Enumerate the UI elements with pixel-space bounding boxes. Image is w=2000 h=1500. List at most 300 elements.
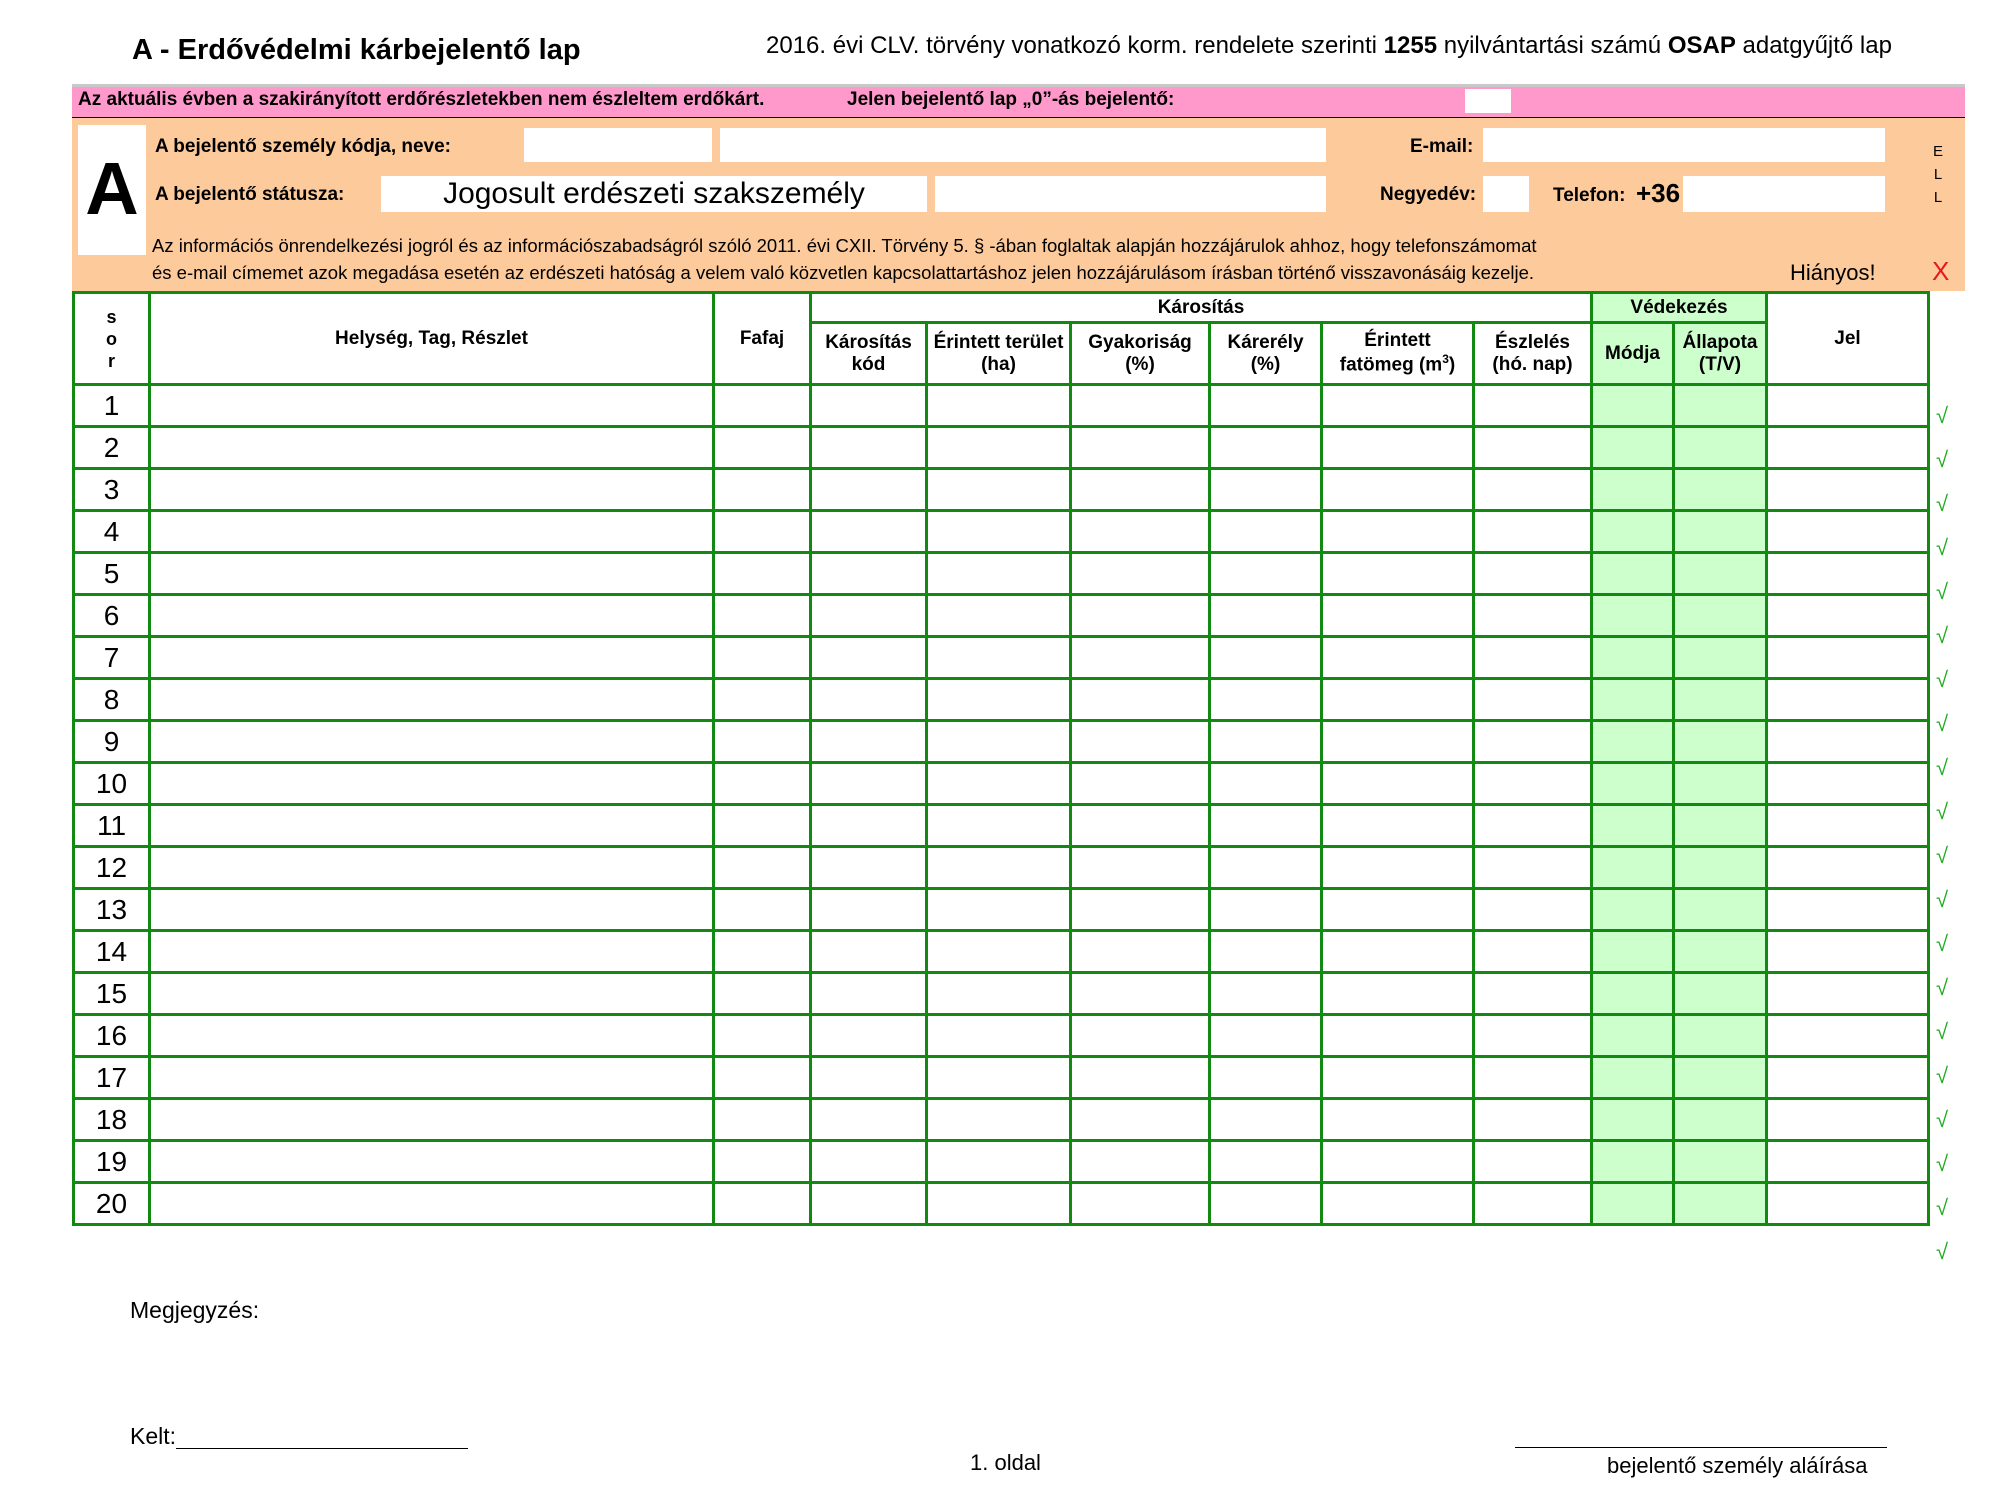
table-row	[74, 847, 1929, 889]
volume-cell[interactable]	[1322, 721, 1474, 763]
row-number: 19	[74, 1141, 150, 1183]
area-cell[interactable]	[927, 1141, 1071, 1183]
species-cell[interactable]	[714, 1057, 811, 1099]
state-cell[interactable]	[1674, 763, 1767, 805]
species-cell[interactable]	[714, 1099, 811, 1141]
volume-cell[interactable]	[1322, 553, 1474, 595]
row-check-icon: √	[1935, 1195, 1949, 1220]
row-check-icon: √	[1935, 887, 1949, 912]
volume-cell[interactable]	[1322, 595, 1474, 637]
state-cell[interactable]	[1674, 1015, 1767, 1057]
table-row	[74, 1183, 1929, 1225]
location-cell[interactable]	[150, 1015, 714, 1057]
severity-cell[interactable]	[1210, 1141, 1322, 1183]
area-cell[interactable]	[927, 847, 1071, 889]
area-cell[interactable]	[927, 469, 1071, 511]
location-cell[interactable]	[150, 679, 714, 721]
mark-cell[interactable]	[1767, 595, 1929, 637]
detection-cell[interactable]	[1474, 763, 1592, 805]
detection-cell[interactable]	[1474, 511, 1592, 553]
email-label: E-mail:	[1410, 136, 1474, 157]
method-cell[interactable]	[1592, 763, 1674, 805]
volume-cell[interactable]	[1322, 511, 1474, 553]
column-header-detection: Észlelés (hó. nap)	[1474, 323, 1592, 385]
remark-label: Megjegyzés:	[130, 1297, 260, 1323]
species-cell[interactable]	[714, 385, 811, 427]
detection-cell[interactable]	[1474, 553, 1592, 595]
damage-code-cell[interactable]	[811, 1183, 927, 1225]
volume-cell[interactable]	[1322, 805, 1474, 847]
area-cell[interactable]	[927, 889, 1071, 931]
state-cell[interactable]	[1674, 1141, 1767, 1183]
row-number: 7	[74, 637, 150, 679]
area-cell[interactable]	[927, 1015, 1071, 1057]
row-check-icon: √	[1935, 491, 1949, 516]
phone-label: Telefon:	[1553, 185, 1626, 206]
damage-code-cell[interactable]	[811, 721, 927, 763]
row-number: 18	[74, 1099, 150, 1141]
damage-code-cell[interactable]	[811, 469, 927, 511]
reporter-name-field[interactable]	[720, 128, 1326, 162]
severity-cell[interactable]	[1210, 385, 1322, 427]
location-cell[interactable]	[150, 1099, 714, 1141]
volume-cell[interactable]	[1322, 847, 1474, 889]
severity-cell[interactable]	[1210, 931, 1322, 973]
mark-cell[interactable]	[1767, 469, 1929, 511]
state-cell[interactable]	[1674, 469, 1767, 511]
area-cell[interactable]	[927, 1099, 1071, 1141]
mark-cell[interactable]	[1767, 1015, 1929, 1057]
detection-cell[interactable]	[1474, 637, 1592, 679]
method-cell[interactable]	[1592, 1015, 1674, 1057]
table-row	[74, 973, 1929, 1015]
method-cell[interactable]	[1592, 553, 1674, 595]
mark-cell[interactable]	[1767, 637, 1929, 679]
damage-code-cell[interactable]	[811, 847, 927, 889]
mark-cell[interactable]	[1767, 385, 1929, 427]
column-group-protection: Védekezés	[1592, 293, 1767, 323]
state-cell[interactable]	[1674, 1057, 1767, 1099]
species-cell[interactable]	[714, 427, 811, 469]
species-cell[interactable]	[714, 1015, 811, 1057]
method-cell[interactable]	[1592, 1141, 1674, 1183]
volume-cell[interactable]	[1322, 427, 1474, 469]
phone-prefix: +36	[1636, 178, 1681, 208]
damage-table	[72, 291, 1930, 1226]
volume-cell[interactable]	[1322, 385, 1474, 427]
reporter-status-field[interactable]: Jogosult erdészeti szakszemély	[381, 176, 927, 212]
frequency-cell[interactable]	[1071, 721, 1210, 763]
area-cell[interactable]	[927, 553, 1071, 595]
species-cell[interactable]	[714, 1141, 811, 1183]
volume-cell[interactable]	[1322, 637, 1474, 679]
method-cell[interactable]	[1592, 511, 1674, 553]
location-cell[interactable]	[150, 595, 714, 637]
damage-code-cell[interactable]	[811, 931, 927, 973]
detection-cell[interactable]	[1474, 469, 1592, 511]
state-cell[interactable]	[1674, 427, 1767, 469]
volume-cell[interactable]	[1322, 469, 1474, 511]
column-header-location: Helység, Tag, Részlet	[150, 293, 714, 385]
location-cell[interactable]	[150, 1057, 714, 1099]
volume-cell[interactable]	[1322, 763, 1474, 805]
mark-cell[interactable]	[1767, 973, 1929, 1015]
species-cell[interactable]	[714, 847, 811, 889]
species-cell[interactable]	[714, 469, 811, 511]
location-cell[interactable]	[150, 721, 714, 763]
table-row	[74, 679, 1929, 721]
mark-cell[interactable]	[1767, 805, 1929, 847]
species-cell[interactable]	[714, 553, 811, 595]
method-cell[interactable]	[1592, 973, 1674, 1015]
detection-cell[interactable]	[1474, 595, 1592, 637]
mark-cell[interactable]	[1767, 1141, 1929, 1183]
area-cell[interactable]	[927, 511, 1071, 553]
location-cell[interactable]	[150, 931, 714, 973]
location-cell[interactable]	[150, 553, 714, 595]
location-cell[interactable]	[150, 1141, 714, 1183]
state-cell[interactable]	[1674, 553, 1767, 595]
area-cell[interactable]	[927, 679, 1071, 721]
table-row	[74, 427, 1929, 469]
volume-cell[interactable]	[1322, 931, 1474, 973]
frequency-cell[interactable]	[1071, 1183, 1210, 1225]
damage-code-cell[interactable]	[811, 553, 927, 595]
row-check-icon: √	[1935, 403, 1949, 428]
detection-cell[interactable]	[1474, 427, 1592, 469]
frequency-cell[interactable]	[1071, 511, 1210, 553]
table-row	[74, 469, 1929, 511]
method-cell[interactable]	[1592, 721, 1674, 763]
row-number: 14	[74, 931, 150, 973]
row-number: 4	[74, 511, 150, 553]
location-cell[interactable]	[150, 427, 714, 469]
state-cell[interactable]	[1674, 889, 1767, 931]
damage-code-cell[interactable]	[811, 385, 927, 427]
area-cell[interactable]	[927, 805, 1071, 847]
table-row	[74, 721, 1929, 763]
column-header-damage-code: Károsítás kód	[811, 323, 927, 385]
severity-cell[interactable]	[1210, 595, 1322, 637]
detection-cell[interactable]	[1474, 973, 1592, 1015]
date-label: Kelt:	[130, 1423, 177, 1449]
detection-cell[interactable]	[1474, 1057, 1592, 1099]
species-cell[interactable]	[714, 595, 811, 637]
frequency-cell[interactable]	[1071, 889, 1210, 931]
row-check-icon: √	[1935, 711, 1949, 736]
detection-cell[interactable]	[1474, 679, 1592, 721]
mark-cell[interactable]	[1767, 1057, 1929, 1099]
column-group-damage: Károsítás	[811, 293, 1592, 323]
row-number: 15	[74, 973, 150, 1015]
method-cell[interactable]	[1592, 847, 1674, 889]
column-header-state: Állapota (T/V)	[1674, 323, 1767, 385]
damage-code-cell[interactable]	[811, 427, 927, 469]
location-cell[interactable]	[150, 889, 714, 931]
detection-cell[interactable]	[1474, 1099, 1592, 1141]
validation-status: Hiányos!	[1790, 260, 1876, 285]
severity-cell[interactable]	[1210, 889, 1322, 931]
validation-error-icon: X	[1932, 256, 1950, 286]
method-cell[interactable]	[1592, 1057, 1674, 1099]
frequency-cell[interactable]	[1071, 1057, 1210, 1099]
volume-cell[interactable]	[1322, 1099, 1474, 1141]
severity-cell[interactable]	[1210, 427, 1322, 469]
damage-code-cell[interactable]	[811, 679, 927, 721]
detection-cell[interactable]	[1474, 721, 1592, 763]
detection-cell[interactable]	[1474, 1015, 1592, 1057]
area-cell[interactable]	[927, 637, 1071, 679]
table-row	[74, 1057, 1929, 1099]
row-check-icon: √	[1935, 535, 1949, 560]
area-cell[interactable]	[927, 427, 1071, 469]
frequency-cell[interactable]	[1071, 847, 1210, 889]
consent-text: Az információs önrendelkezési jogról és az információszabadságról szóló 2011. évi CXII. Törvény 5. § -ában foglaltak alapján hozzájárulok ahhoz, hogy telefonszámomat és e-mail címemet azok megadása esetén az erdészeti hatóság a velem való közvetlen kapcsolattartáshoz jelen hozzájárulásom írásban történő visszavonásáig kezelje.	[152, 235, 1537, 283]
frequency-cell[interactable]	[1071, 637, 1210, 679]
table-row	[74, 889, 1929, 931]
detection-cell[interactable]	[1474, 1183, 1592, 1225]
frequency-cell[interactable]	[1071, 931, 1210, 973]
form-subtitle: 2016. évi CLV. törvény vonatkozó korm. rendelete szerinti 1255 nyilvántartási számú OSAP adatgyűjtő lap	[766, 32, 1892, 59]
row-number: 16	[74, 1015, 150, 1057]
table-row	[74, 637, 1929, 679]
location-cell[interactable]	[150, 805, 714, 847]
mark-cell[interactable]	[1767, 511, 1929, 553]
method-cell[interactable]	[1592, 1099, 1674, 1141]
phone-field[interactable]	[1683, 176, 1885, 212]
severity-cell[interactable]	[1210, 721, 1322, 763]
reporter-status-extra-field[interactable]	[935, 176, 1326, 212]
damage-code-cell[interactable]	[811, 973, 927, 1015]
damage-code-cell[interactable]	[811, 763, 927, 805]
volume-cell[interactable]	[1322, 1015, 1474, 1057]
row-number: 5	[74, 553, 150, 595]
damage-code-cell[interactable]	[811, 889, 927, 931]
mark-cell[interactable]	[1767, 1183, 1929, 1225]
area-cell[interactable]	[927, 1057, 1071, 1099]
state-cell[interactable]	[1674, 721, 1767, 763]
species-cell[interactable]	[714, 763, 811, 805]
frequency-cell[interactable]	[1071, 679, 1210, 721]
row-check-icon: √	[1935, 623, 1949, 648]
row-check-icon: √	[1935, 447, 1949, 472]
row-check-icon: √	[1935, 1019, 1949, 1044]
detection-cell[interactable]	[1474, 385, 1592, 427]
column-header-severity: Kárerély (%)	[1210, 323, 1322, 385]
method-cell[interactable]	[1592, 679, 1674, 721]
method-cell[interactable]	[1592, 427, 1674, 469]
row-number: 13	[74, 889, 150, 931]
method-cell[interactable]	[1592, 931, 1674, 973]
volume-cell[interactable]	[1322, 1141, 1474, 1183]
volume-cell[interactable]	[1322, 1057, 1474, 1099]
table-row	[74, 553, 1929, 595]
column-header-method: Módja	[1592, 323, 1674, 385]
frequency-cell[interactable]	[1071, 553, 1210, 595]
location-cell[interactable]	[150, 469, 714, 511]
species-cell[interactable]	[714, 637, 811, 679]
severity-cell[interactable]	[1210, 973, 1322, 1015]
signature-field[interactable]	[1515, 1447, 1887, 1448]
location-cell[interactable]	[150, 973, 714, 1015]
damage-code-cell[interactable]	[811, 595, 927, 637]
severity-cell[interactable]	[1210, 1183, 1322, 1225]
ell-check-label: E L L	[1932, 143, 1943, 206]
table-row	[74, 1015, 1929, 1057]
state-cell[interactable]	[1674, 847, 1767, 889]
column-header-volume: Érintett fatömeg $(m^3)$	[1322, 323, 1474, 385]
severity-cell[interactable]	[1210, 553, 1322, 595]
area-cell[interactable]	[927, 721, 1071, 763]
row-check-icon: √	[1935, 667, 1949, 692]
mark-cell[interactable]	[1767, 721, 1929, 763]
severity-cell[interactable]	[1210, 1015, 1322, 1057]
location-cell[interactable]	[150, 511, 714, 553]
row-number: 10	[74, 763, 150, 805]
frequency-cell[interactable]	[1071, 763, 1210, 805]
state-cell[interactable]	[1674, 1099, 1767, 1141]
row-check-icon: √	[1935, 931, 1949, 956]
state-cell[interactable]	[1674, 637, 1767, 679]
method-cell[interactable]	[1592, 889, 1674, 931]
column-header-area: Érintett terület (ha)	[927, 323, 1071, 385]
damage-code-cell[interactable]	[811, 637, 927, 679]
volume-cell[interactable]	[1322, 1183, 1474, 1225]
zero-report-field[interactable]	[1465, 89, 1511, 113]
table-row	[74, 931, 1929, 973]
damage-code-cell[interactable]	[811, 1057, 927, 1099]
mark-cell[interactable]	[1767, 1099, 1929, 1141]
frequency-cell[interactable]	[1071, 427, 1210, 469]
state-cell[interactable]	[1674, 385, 1767, 427]
method-cell[interactable]	[1592, 1183, 1674, 1225]
quarter-field[interactable]	[1483, 176, 1529, 212]
location-cell[interactable]	[150, 763, 714, 805]
mark-cell[interactable]	[1767, 553, 1929, 595]
detection-cell[interactable]	[1474, 805, 1592, 847]
location-cell[interactable]	[150, 385, 714, 427]
severity-cell[interactable]	[1210, 805, 1322, 847]
row-check-icon: √	[1935, 1239, 1949, 1264]
state-cell[interactable]	[1674, 1183, 1767, 1225]
date-field[interactable]	[176, 1448, 468, 1449]
mark-cell[interactable]	[1767, 679, 1929, 721]
frequency-cell[interactable]	[1071, 1141, 1210, 1183]
frequency-cell[interactable]	[1071, 595, 1210, 637]
area-cell[interactable]	[927, 763, 1071, 805]
area-cell[interactable]	[927, 1183, 1071, 1225]
state-cell[interactable]	[1674, 973, 1767, 1015]
damage-code-cell[interactable]	[811, 1099, 927, 1141]
form-letter: A	[78, 125, 146, 255]
severity-cell[interactable]	[1210, 511, 1322, 553]
area-cell[interactable]	[927, 595, 1071, 637]
table-row	[74, 511, 1929, 553]
mark-cell[interactable]	[1767, 931, 1929, 973]
damage-code-cell[interactable]	[811, 805, 927, 847]
frequency-cell[interactable]	[1071, 469, 1210, 511]
detection-cell[interactable]	[1474, 931, 1592, 973]
method-cell[interactable]	[1592, 637, 1674, 679]
species-cell[interactable]	[714, 679, 811, 721]
state-cell[interactable]	[1674, 679, 1767, 721]
row-number: 8	[74, 679, 150, 721]
row-number: 1	[74, 385, 150, 427]
severity-cell[interactable]	[1210, 469, 1322, 511]
severity-cell[interactable]	[1210, 637, 1322, 679]
severity-cell[interactable]	[1210, 847, 1322, 889]
reporter-code-field[interactable]	[524, 128, 712, 162]
mark-cell[interactable]	[1767, 763, 1929, 805]
state-cell[interactable]	[1674, 511, 1767, 553]
method-cell[interactable]	[1592, 595, 1674, 637]
frequency-cell[interactable]	[1071, 973, 1210, 1015]
species-cell[interactable]	[714, 931, 811, 973]
row-check-icon: √	[1935, 975, 1949, 1000]
species-cell[interactable]	[714, 973, 811, 1015]
detection-cell[interactable]	[1474, 889, 1592, 931]
frequency-cell[interactable]	[1071, 1015, 1210, 1057]
species-cell[interactable]	[714, 805, 811, 847]
table-row	[74, 1141, 1929, 1183]
species-cell[interactable]	[714, 889, 811, 931]
species-cell[interactable]	[714, 511, 811, 553]
email-field[interactable]	[1483, 128, 1885, 162]
volume-cell[interactable]	[1322, 973, 1474, 1015]
area-cell[interactable]	[927, 973, 1071, 1015]
method-cell[interactable]	[1592, 469, 1674, 511]
reporter-code-name-label: A bejelentő személy kódja, neve:	[155, 136, 452, 157]
damage-code-cell[interactable]	[811, 1015, 927, 1057]
species-cell[interactable]	[714, 1183, 811, 1225]
area-cell[interactable]	[927, 931, 1071, 973]
volume-cell[interactable]	[1322, 679, 1474, 721]
table-row	[74, 595, 1929, 637]
mark-cell[interactable]	[1767, 889, 1929, 931]
detection-cell[interactable]	[1474, 847, 1592, 889]
method-cell[interactable]	[1592, 385, 1674, 427]
severity-cell[interactable]	[1210, 1099, 1322, 1141]
row-number: 9	[74, 721, 150, 763]
location-cell[interactable]	[150, 1183, 714, 1225]
severity-cell[interactable]	[1210, 763, 1322, 805]
method-cell[interactable]	[1592, 805, 1674, 847]
frequency-cell[interactable]	[1071, 805, 1210, 847]
damage-code-cell[interactable]	[811, 1141, 927, 1183]
damage-code-cell[interactable]	[811, 511, 927, 553]
severity-cell[interactable]	[1210, 1057, 1322, 1099]
location-cell[interactable]	[150, 637, 714, 679]
mark-cell[interactable]	[1767, 427, 1929, 469]
column-header-frequency: Gyakoriság (%)	[1071, 323, 1210, 385]
severity-cell[interactable]	[1210, 679, 1322, 721]
species-cell[interactable]	[714, 721, 811, 763]
area-cell[interactable]	[927, 385, 1071, 427]
row-number: 11	[74, 805, 150, 847]
state-cell[interactable]	[1674, 931, 1767, 973]
detection-cell[interactable]	[1474, 1141, 1592, 1183]
mark-cell[interactable]	[1767, 847, 1929, 889]
state-cell[interactable]	[1674, 595, 1767, 637]
row-number: 20	[74, 1183, 150, 1225]
row-number: 6	[74, 595, 150, 637]
volume-cell[interactable]	[1322, 889, 1474, 931]
location-cell[interactable]	[150, 847, 714, 889]
frequency-cell[interactable]	[1071, 385, 1210, 427]
row-check-icon: √	[1935, 755, 1949, 780]
frequency-cell[interactable]	[1071, 1099, 1210, 1141]
state-cell[interactable]	[1674, 805, 1767, 847]
